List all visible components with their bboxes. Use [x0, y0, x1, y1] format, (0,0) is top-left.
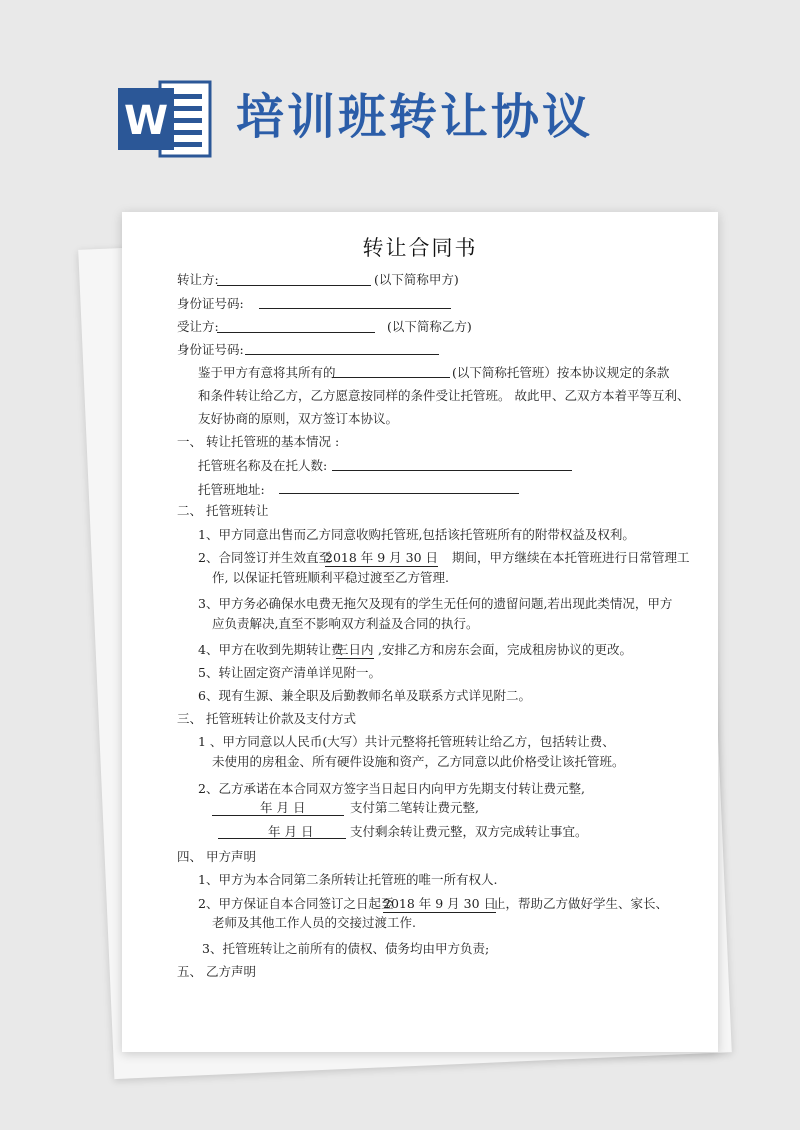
section2-item3-line1: 3、甲方务必确保水电费无拖欠及现有的学生无任何的遗留问题,若出现此类情况，甲方: [198, 596, 673, 611]
preamble-line3: 友好协商的原则，双方签订本协议。: [198, 411, 399, 426]
section2-item6: 6、现有生源、兼全职及后勤教师名单及联系方式详见附二。: [198, 688, 531, 703]
id-blank-1[interactable]: [259, 308, 451, 309]
svg-text:W: W: [123, 98, 169, 144]
section3-item1-line2: 未使用的房租金、所有硬件设施和资产，乙方同意以此价格受让该托管班。: [212, 754, 625, 769]
section3-item2-date1: 年 月 日: [260, 800, 306, 815]
section2-item5: 5、转让固定资产清单详见附一。: [198, 665, 381, 680]
section2-item2-date: 2018 年 9 月 30 日: [325, 550, 439, 565]
transferee-label: 受让方:: [177, 319, 219, 334]
section4-item2-line2: 老师及其他工作人员的交接过渡工作.: [212, 915, 416, 930]
section2-item4-days: 三日内: [336, 642, 374, 657]
header-title: 培训班转让协议: [236, 89, 594, 145]
section1-item2-blank[interactable]: [279, 493, 519, 494]
document-page: [122, 212, 718, 1052]
section4-item3: 3、托管班转让之前所有的债权、债务均由甲方负责;: [202, 941, 490, 956]
section4-item2-a: 2、甲方保证自本合同签订之日起至: [198, 896, 394, 911]
section2-item1: 1、甲方同意出售而乙方同意收购托管班,包括该托管班所有的附带权益及权利。: [198, 527, 635, 542]
section1-heading: 一、 转让托管班的基本情况 :: [177, 434, 340, 449]
section3-item1-line1: 1 、甲方同意以人民币(大写）共计元整将托管班转让给乙方，包括转让费、: [198, 734, 615, 749]
word-logo-icon: [118, 78, 214, 160]
section3-heading: 三、 托管班转让价款及支付方式: [177, 711, 356, 726]
section2-heading: 二、 托管班转让: [177, 503, 269, 518]
section2-item2-a: 2、合同签订并生效直至: [198, 550, 331, 565]
section4-item2-date: 2018 年 9 月 30 日: [383, 896, 497, 911]
section2-item2-line2: 作, 以保证托管班顺利平稳过渡至乙方管理.: [212, 570, 449, 585]
section3-item2-line3: 支付剩余转让费元整，双方完成转让事宜。: [350, 824, 588, 839]
transferee-blank[interactable]: [217, 332, 375, 333]
section3-item2-line1: 2、乙方承诺在本合同双方签字当日起日内向甲方先期支付转让费元整,: [198, 781, 585, 796]
preamble-blank[interactable]: [332, 377, 450, 378]
section2-item4-b: ,安排乙方和房东会面，完成租房协议的更改。: [378, 642, 632, 657]
section2-item3-line2: 应负责解决,直至不影响双方利益及合同的执行。: [212, 616, 479, 631]
id-blank-2[interactable]: [245, 354, 439, 355]
transferor-suffix: (以下简称甲方): [374, 272, 459, 287]
section4-item2-b: 止，帮助乙方做好学生、家长、: [493, 896, 669, 911]
section4-item1: 1、甲方为本合同第二条所转让托管班的唯一所有权人.: [198, 872, 498, 887]
section1-item1-blank[interactable]: [332, 470, 572, 471]
section3-item2-date2: 年 月 日: [268, 824, 314, 839]
transferee-suffix: (以下简称乙方): [387, 319, 472, 334]
id-label-1: 身份证号码:: [177, 296, 244, 311]
section5-heading: 五、 乙方声明: [177, 964, 256, 979]
transferor-label: 转让方:: [177, 272, 219, 287]
section3-item2-line2: 支付第二笔转让费元整,: [350, 800, 479, 815]
document-title: 转让合同书: [362, 236, 478, 260]
section4-heading: 四、 甲方声明: [177, 849, 256, 864]
preamble-line1-b: (以下简称托管班）按本协议规定的条款: [452, 365, 670, 380]
section1-item1-label: 托管班名称及在托人数:: [198, 458, 328, 473]
section2-item2-b: 期间，甲方继续在本托管班进行日常管理工: [452, 550, 690, 565]
section1-item2-label: 托管班地址:: [198, 482, 265, 497]
transferor-blank[interactable]: [217, 285, 371, 286]
section2-item4-a: 4、甲方在收到先期转让费: [198, 642, 344, 657]
preamble-line2: 和条件转让给乙方，乙方愿意按同样的条件受让托管班。 故此甲、乙双方本着平等互利、: [198, 388, 690, 403]
id-label-2: 身份证号码:: [177, 342, 244, 357]
preamble-line1-a: 鉴于甲方有意将其所有的: [198, 365, 336, 380]
